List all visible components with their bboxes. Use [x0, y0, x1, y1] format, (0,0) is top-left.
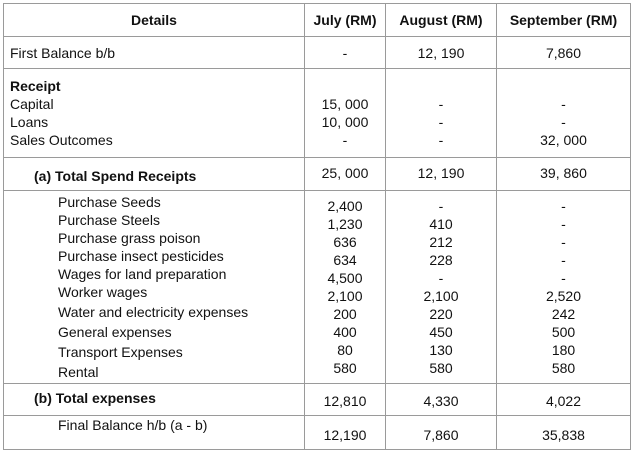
rule-right — [630, 3, 631, 450]
expense-item-label: Transport Expenses — [58, 344, 183, 360]
expense-item-july: 634 — [333, 252, 357, 268]
first-balance-september: 7,860 — [545, 45, 582, 61]
expense-item-label: Purchase insect pesticides — [58, 248, 224, 264]
receipt-item-july: 15, 000 — [321, 96, 369, 112]
total-receipts-august: 12, 190 — [417, 165, 465, 181]
header-august: August (RM) — [399, 12, 483, 28]
final-balance-september: 35,838 — [542, 427, 585, 443]
rule-header-bottom — [3, 36, 631, 37]
expense-item-july: 80 — [337, 342, 353, 358]
header-september: September (RM) — [509, 12, 618, 28]
expense-item-label: Rental — [58, 364, 99, 380]
first-balance-august: 12, 190 — [417, 45, 465, 61]
expense-item-september: 2,520 — [545, 288, 582, 304]
expense-item-august: 228 — [429, 252, 453, 268]
expense-item-august: 410 — [429, 216, 453, 232]
total-expenses-label: (b) Total expenses — [34, 390, 156, 406]
final-balance-july: 12,190 — [323, 427, 367, 443]
receipt-item-july: - — [342, 132, 348, 148]
expense-item-july: 400 — [333, 324, 357, 340]
rule-receipt-bottom — [3, 157, 631, 158]
expense-item-july: 580 — [333, 360, 357, 376]
total-expenses-july: 12,810 — [323, 393, 367, 409]
header-details: Details — [131, 12, 177, 28]
expense-item-label: Worker wages — [58, 284, 148, 300]
rule-first-balance-bottom — [3, 68, 631, 69]
expense-item-september: - — [561, 198, 566, 214]
expense-item-september: 180 — [551, 342, 576, 358]
expense-item-label: Water and electricity expenses — [58, 304, 249, 320]
expense-item-september: - — [561, 270, 566, 286]
final-balance-august: 7,860 — [423, 427, 459, 443]
expense-item-july: 636 — [333, 234, 357, 250]
expense-item-september: - — [561, 234, 566, 250]
expense-item-label: Purchase Steels — [58, 212, 160, 228]
expense-item-label: Purchase Seeds — [58, 194, 161, 210]
expense-item-july: 200 — [333, 306, 357, 322]
expense-item-august: - — [438, 270, 444, 286]
expense-item-august: 580 — [429, 360, 453, 376]
rule-expenses-bottom — [3, 383, 631, 384]
expense-item-label: General expenses — [58, 324, 172, 340]
receipt-item-july: 10, 000 — [321, 114, 369, 130]
first-balance-label: First Balance b/b — [10, 45, 116, 61]
expense-item-july: 2,100 — [327, 288, 363, 304]
receipt-item-september: - — [561, 114, 566, 130]
total-expenses-august: 4,330 — [423, 393, 459, 409]
expense-item-july: 4,500 — [327, 270, 363, 286]
expense-item-august: - — [438, 198, 444, 214]
expense-item-september: - — [561, 252, 566, 268]
expense-item-august: 2,100 — [423, 288, 459, 304]
receipt-item-august: - — [438, 132, 444, 148]
header-july: July (RM) — [313, 12, 377, 28]
receipt-item-august: - — [438, 96, 444, 112]
total-expenses-september: 4,022 — [545, 393, 582, 409]
expense-item-august: 130 — [429, 342, 453, 358]
receipt-item-september: 32, 000 — [540, 132, 587, 148]
expense-item-september: 580 — [551, 360, 576, 376]
receipt-item-august: - — [438, 114, 444, 130]
receipt-item-label: Loans — [10, 114, 49, 130]
expense-item-september: 242 — [551, 306, 576, 322]
final-balance-label: Final Balance h/b (a - b) — [58, 417, 208, 433]
total-receipts-september: 39, 860 — [540, 165, 587, 181]
expense-item-label: Purchase grass poison — [58, 230, 201, 246]
rule-total-receipts-bottom — [3, 190, 631, 191]
expense-item-august: 220 — [429, 306, 453, 322]
expense-item-july: 2,400 — [327, 198, 363, 214]
expense-item-label: Wages for land preparation — [58, 266, 227, 282]
first-balance-july: - — [342, 45, 348, 61]
expense-item-august: 450 — [429, 324, 453, 340]
rule-top — [3, 3, 631, 4]
receipt-item-label: Capital — [10, 96, 54, 112]
expense-item-september: - — [561, 216, 566, 232]
expense-item-august: 212 — [429, 234, 453, 250]
receipt-item-september: - — [561, 96, 566, 112]
expense-item-july: 1,230 — [327, 216, 363, 232]
expense-item-september: 500 — [551, 324, 576, 340]
rule-left — [3, 3, 4, 450]
receipt-heading: Receipt — [10, 78, 61, 94]
rule-bottom — [3, 449, 631, 450]
receipt-item-label: Sales Outcomes — [10, 132, 113, 148]
total-receipts-label: (a) Total Spend Receipts — [34, 168, 197, 184]
total-receipts-july: 25, 000 — [321, 165, 369, 181]
